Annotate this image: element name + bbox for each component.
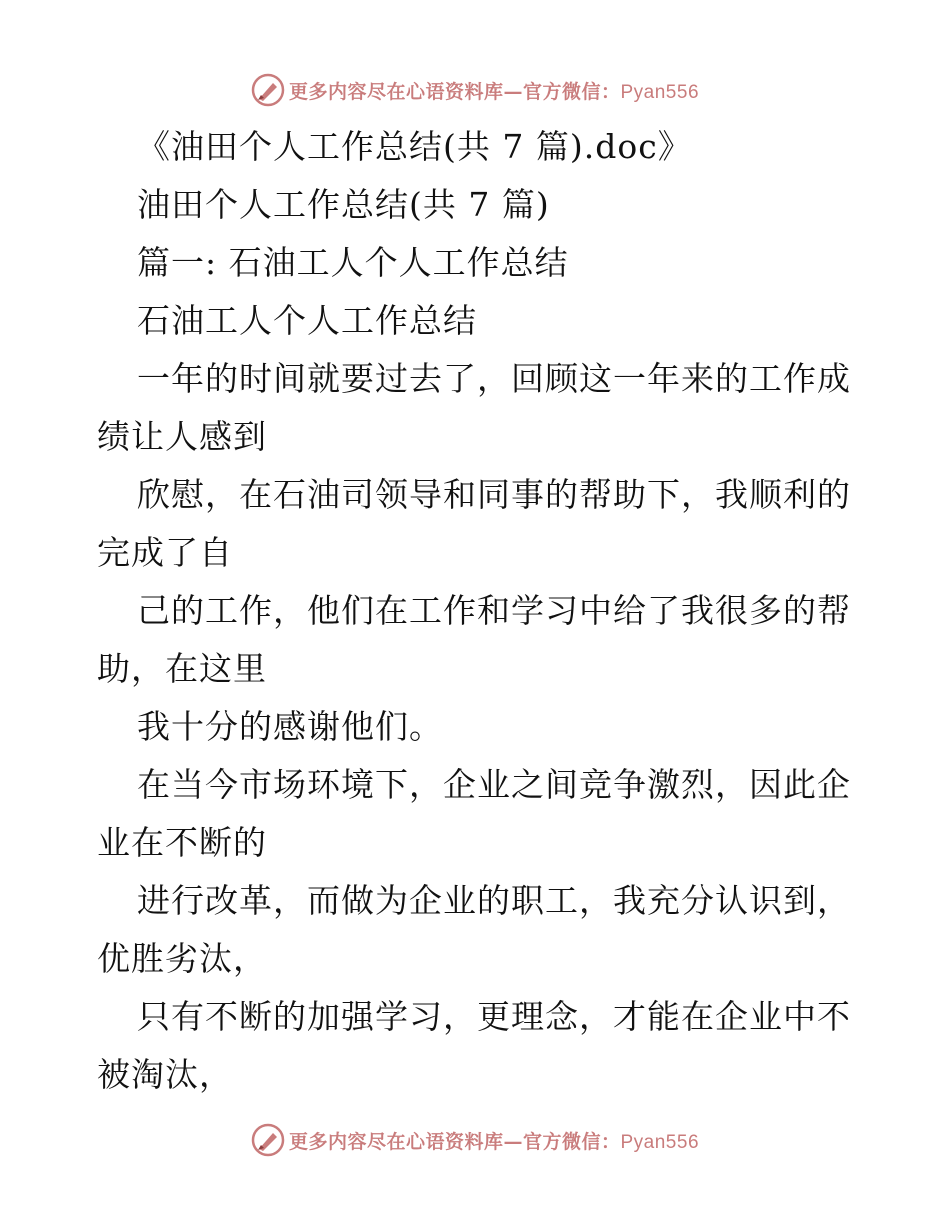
text-line: 助，在这里	[97, 649, 267, 688]
text-line: 《油田个人工作总结(共 7 篇).doc》	[137, 127, 692, 166]
text-line: 篇一: 石油工人个人工作总结	[137, 243, 569, 282]
pen-logo-icon	[251, 73, 285, 107]
text-line: 油田个人工作总结(共 7 篇)	[137, 185, 550, 224]
text-line: 进行改革，而做为企业的职工，我充分认识到，	[137, 881, 851, 920]
text-line: 完成了自	[97, 533, 233, 572]
text-line: 优胜劣汰，	[97, 939, 267, 978]
document-body	[97, 118, 857, 1104]
text-line: 业在不断的	[97, 823, 267, 862]
text-line: 被淘汰，	[97, 1055, 233, 1094]
text-line: 石油工人个人工作总结	[137, 301, 477, 340]
watermark-text: 更多内容尽在心语资料库—官方微信：Pyan556	[288, 1130, 700, 1153]
text-line: 己的工作，他们在工作和学习中给了我很多的帮	[137, 591, 851, 630]
text-line: 欣慰，在石油司领导和同事的帮助下，我顺利的	[137, 475, 851, 514]
header-watermark	[0, 70, 950, 110]
text-line: 我十分的感谢他们。	[137, 707, 443, 746]
text-line: 绩让人感到	[97, 417, 267, 456]
pen-logo-icon	[251, 1123, 285, 1157]
text-line: 只有不断的加强学习，更理念，才能在企业中不	[137, 997, 851, 1036]
watermark-text: 更多内容尽在心语资料库—官方微信：Pyan556	[288, 80, 700, 103]
text-line: 在当今市场环境下，企业之间竞争激烈，因此企	[137, 765, 851, 804]
footer-watermark	[0, 1120, 950, 1160]
text-line: 一年的时间就要过去了，回顾这一年来的工作成	[137, 359, 851, 398]
